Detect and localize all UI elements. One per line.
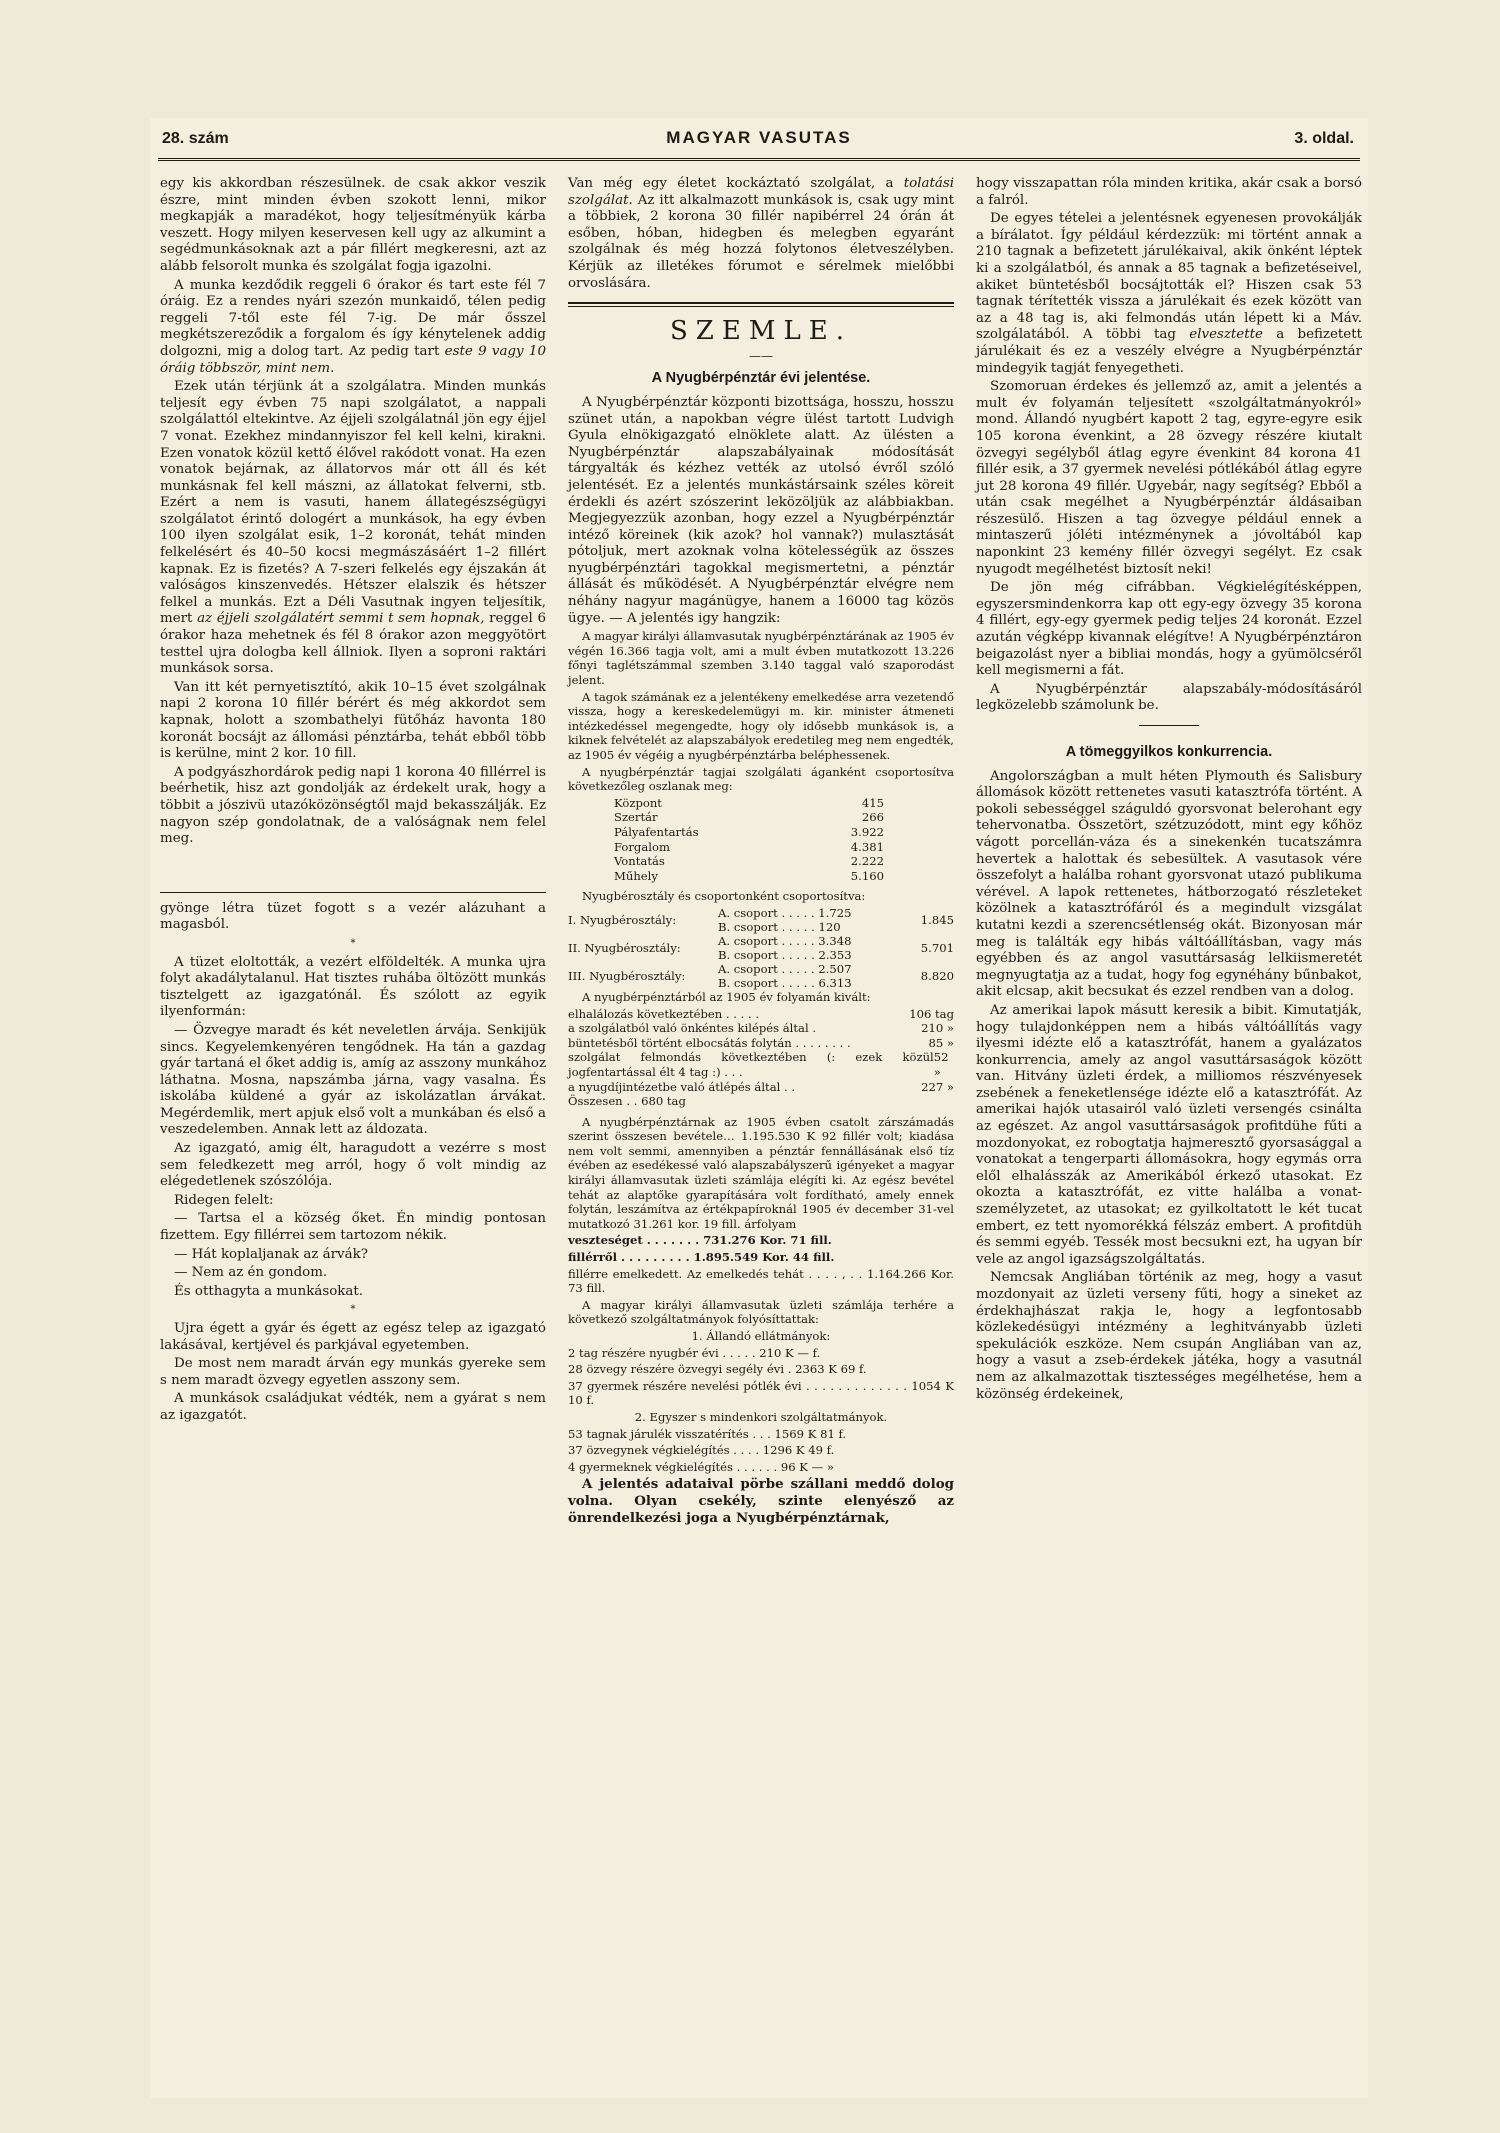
entry: 4 gyermeknek végkielégítés . . . . . . 96 K — »: [568, 1459, 835, 1474]
paragraph: hogy visszapattan róla minden kritika, akár csak a borsó a falról.: [976, 176, 1362, 208]
column-3: [976, 176, 1362, 1405]
table-row: Forgalom 4.381: [614, 839, 884, 854]
paragraph: A magyar királyi államvasutak nyugbérpénztárának az 1905 év végén 16.366 tagja volt, ami a mult évben mutatkozott 13.226 főnyi taglétszámmal szemben 3.140 taggal való szaporodást jelent.: [568, 629, 954, 688]
paragraph: — Hát koplaljanak az árvák?: [174, 1246, 368, 1262]
paragraph: — Özvegye maradt és két neveletlen árvája. Senkijük sincs. Kegyelemkenyéren tengődnek. Ha tán a gazdag gyár tartaná el őket addig is, amíg az asszony munkához láthatna. Mosna, napszámba járna, vagy vasalna. És iskolába küldené a gyár az iskolázatlan árvákat. Megérdemlik, mert apjuk első volt a munkában és első a veszedelemben. Annak lett az áldozata.: [160, 1022, 546, 1138]
table-row: szolgálat felmondás következtében (: ezek közül jogfentartással élt 4 tag :) . . . 52 »: [568, 1050, 949, 1079]
table-row: büntetésből történt elbocsátás folytán . . . . . . . . 85 »: [568, 1035, 954, 1050]
issue-number: 28. szám: [162, 130, 229, 147]
section-dagger: *: [350, 1304, 356, 1316]
column-2: [568, 176, 954, 1528]
newspaper-title: MAGYAR VASUTAS: [666, 128, 852, 147]
table-row: a szolgálatból való önkéntes kilépés által . 210 »: [568, 1021, 954, 1036]
paragraph: Van itt két pernyetisztító, akik 10–15 évet szolgálnak napi 2 korona 10 fillér bérért és még akkordot sem kapnak, holott a szombathelyi fütőház havonta 180 koronát bocsájt az állomási pénztárba, tehát ebből több is kerülne, mint 2 kor. 10 fill.: [160, 679, 546, 762]
table-row: I. Nyugbérosztály: A. csoport . . . . . 1.725 1.845: [568, 905, 954, 927]
section-divider: [1139, 725, 1199, 726]
paragraph: A munka kezdődik reggeli 6 órakor és tart este fél 7 óráig. Ez a rendes nyári szezón munkaidő, télen pedig reggeli 7-től este fél 7-ig. De már ősszel megkétszereződik a forgalom és így kénytelenek addig dolgozni, mig a dolog tart. Az pedig tart este 9 vagy 10 óráig többször, mint nem.: [160, 277, 546, 376]
entry: 2 tag részére nyugbér évi . . . . . 210 K — f.: [568, 1345, 821, 1360]
paragraph: Angolországban a mult héten Plymouth és Salisbury állomások között rettenetes vasuti katasztrófa történt. A pokoli sebességgel száguldó gyorsvonat belerohant egy tehervonatba. Összetört, szétzuzódott, mint egy kőhöz vágott porcellán-váza és a sinekenkén tucatszámra hevertek a halottak és sebesültek. A vasutasok vére összefolyt a halálba rohant gyorsvonat utazó publikuma vérével. A lapok rettenetes, hátborzogató részleteket közölnek a katasztrófáról és a megindult vizsgálat kutatni kezdi a szerencsétlenség okát. Bizonyosan már meg is találták egy hibás váltóállításban, vagy más egyébben és az angol vasuttársaság lelkiismeretét megnyugtatja az a tudat, hogy fog egynéhány bűnbakot, akit elcsap, akit becsukat és ezzel rendben van a dolog.: [976, 768, 1362, 1000]
table-row: Műhely 5.160: [614, 868, 884, 883]
paragraph: A jelentés adataival pörbe szállani meddő dolog volna. Olyan csekély, szinte elenyésző az önrendelkezési joga a Nyugbérpénztárnak,: [568, 1476, 954, 1526]
paragraph: Van még egy életet kockáztató szolgálat, a tolatási szolgálat. Az itt alkalmazott munkások is, csak ugy mint a többiek, 2 korona 30 fillér napibérrel 24 órán át esőben, hóban, hidegben és melegben egyaránt szolgálnak és még hozzá folytonos életveszélyben. Kérjük az illetékes fórumot e sérelmek mielőbbi orvoslására.: [568, 176, 954, 291]
paragraph: És otthagyta a munkásokat.: [174, 1283, 364, 1299]
paragraph: A nyugbérpénztárnak az 1905 évben csatolt zárszámadás szerint összesen bevétele… 1.195.530 K 92 fillér volt; kiadása nem volt semmi, amennyiben a pénztár fennállásának első tíz évében az esedékessé való alapszabályszerű igényeket a magyar királyi államvasutak üzleti számlája elégíti ki. Az egész bevétel tehát az alaptőke gyarapítására volt fordítható, amely ennek folytán, leszámítva az értékpapíroknál 1905 év december 31-vel mutatkozó 31.261 kor. 19 fill. árfolyam: [568, 1114, 954, 1231]
table-row: elhalálozás következtében . . . . . 106 tag: [568, 1006, 954, 1021]
paragraph: Az igazgató, amig élt, haragudott a vezérre s most sem feledkezett meg arról, hogy ő volt mindig az elégedetlenek szószólója.: [160, 1141, 546, 1190]
report-text: [568, 629, 954, 1474]
paragraph: A Nyugbérpénztár központi bizottsága, hosszu, hosszu szünet után, a napokban végre ülést tartott Ludvigh Gyula elnökigazgató elnöklete alatt. Az ülésten a Nyugbérpénztár alapszabályainak módosítását tárgyalták és kézhez vették az utolsó évről szóló jelentését. Ez a jelentés munkástársaink széles köreit érdekli és azért szószerint leközöljük az alábbiakban. Megjegyezzük azonban, hogy ezzel a Nyugbérpénztár intéző köreinek (kik azok? hol vannak?) mulasztását pótoljuk, mert azoknak volna kötelességük az összes nyugbérpénztári tagokkal megismertetni, a pénztár állását és működését. A Nyugbérpénztár elvégre nem néhány nagyur magánügye, hanem a 16000 tag közös ügye. — A jelentés igy hangzik:: [568, 394, 954, 626]
table-row: Pályafentartás 3.922: [614, 824, 884, 839]
paragraph: Az amerikai lapok másutt keresik a bibit. Kimutatják, hogy tulajdonképpen nem a hibás váltóállítás vagy ilyesmi idézte elő a katasztrófát, hanem a gyalázatos konkurrencia, amely az angol vasuttársaságok között van. Hitvány üzleti érdek, a milliomos részvényesek zsebének a feneketlensége idézte elő a katasztrófát. Az amerikai hajók utasairól való üzleti versengés csinálta az egészet. Az angol vasuttársaságok profitdühe fűti a mozdonyokat, ez robogtatja hajmeresztő gyorsasággal a vonatokat a tengerparti állomásokra, hogy egymás orra elől elhalásszák az Amerikából érkező utasokat. Ez okozta a katasztrófát, ez vitte halálba a vonat-személyzetet, az utasokat; ez gyilkoltatott le két tucat embert, ez tett nyomorékká félszáz embert. A profitdüh és semmi egyéb. Tessék most becsukni ezt, ha ugyan bír vele az angol igazságszolgáltatás.: [976, 1002, 1362, 1267]
paragraph: Szomoruan érdekes és jellemző az, amit a jelentés a mult év folyamán teljesített «szolgáltatmányokról» mond. Állandó nyugbért kapott 2 tag, egyre-egyre esik 105 korona évenkint, a 28 özvegy részére kiutalt özvegyi segélyből átlag egyre évenkint 84 korona 41 fillér esik, a 37 gyermek nevelési pótlékából átlag egyre jut 28 korona 49 fillér. Ugyebár, nagy segítség? Ebből a után csak megélhet a Nyugbérpénztár áldásaiban részesülő. Hiszen a tag özvegye például ennek a mintaszerű jóléti intézménynek a jóvoltából kap naponkint 23 kemény fillér özvegyi segélyt. Ez csak nyugodt megélhetést biztosít neki!: [976, 379, 1362, 577]
table-row: B. csoport . . . . . 120: [718, 919, 841, 934]
entry: 28 özvegy részére özvegyi segély évi . 2363 K 69 f.: [568, 1362, 867, 1377]
exit-table: [568, 1007, 954, 1109]
table-row: III. Nyugbérosztály: A. csoport . . . . . 2.507 8.820: [568, 961, 954, 983]
paragraph: fillérről . . . . . . . . . 1.895.549 Kor. 44 fill.: [568, 1250, 835, 1265]
section-divider: [160, 892, 546, 893]
table-row: B. csoport . . . . . 2.353: [718, 947, 852, 962]
table-row: II. Nyugbérosztály: A. csoport . . . . . 3.348 5.701: [568, 933, 954, 955]
article-title: A Nyugbérpénztár évi jelentése.: [651, 370, 871, 387]
paragraph: — Nem az én gondom.: [174, 1265, 328, 1281]
section-divider: [568, 302, 954, 307]
paragraph: De jön még cifrábban. Végkielégítésképpen, egyszersmindenkorra kap ott egy-egy özvegy 35 korona 4 fillért, egy-egy gyermek pedig teljes 24 koronát. Ezzel azután végképp kivannak elégítve! A Nyugbérpénztáron beigazolást nyer a bibliai mondás, hogy a gyümölcséről kell megismerni a fát.: [976, 580, 1362, 679]
paragraph: A Nyugbérpénztár alapszabály-módosításáról legközelebb számolunk be.: [976, 681, 1362, 714]
paragraph: veszteséget . . . . . . . 731.276 Kor. 71 fill.: [568, 1233, 832, 1248]
group-table: [568, 796, 954, 884]
entry: 37 özvegynek végkielégítés . . . . 1296 K 49 f.: [568, 1443, 835, 1458]
entry: 37 gyermek részére nevelési pótlék évi . . . . . . . . . . . . . 1054 K 10 f.: [568, 1378, 954, 1408]
heading-dash: ——: [749, 348, 773, 363]
entry: 53 tagnak járulék visszatérítés . . . 1569 K 81 f.: [568, 1426, 847, 1441]
paragraph: De egyes tételei a jelentésnek egyenesen provokálják a bírálatot. Így például kérdezzük: mi történt annak a 210 tagnak a befizetett járulékaival, akik önként léptek ki a szolgálatból, és annak a 85 tagnak a befizetéseivel, akiket büntetésből bocsájtották el? Hiszen csak 53 tagnak térítették vissza a járulékait és ezek között van az a 48 tag is, aki felmondás után lépett ki a Máv. szolgálatából. A többi tag elvesztette a befizetett járulékait és ez a veszély elvégre a Nyugbérpénztár mindegyik tagját fenyegetheti.: [976, 211, 1362, 376]
paragraph: Nemcsak Angliában történik az meg, hogy a vasut mozdonyait az üzleti verseny fűti, hogy a sineket az érdekhajhászat rakja le, hogy a legfontosabb közlekedésügyi intézmény a leghitványabb üzleti spekulációk eszköze. Nem csupán Angliában van az, hogy a vasut a zseb-érdekek játéka, hogy a vasutnál nem az alkalmazottak tisztességes megélhetése, hem a közönség érdekeinek,: [976, 1270, 1362, 1402]
table-row: a nyugdíjintézetbe való átlépés által . . 227 »: [568, 1079, 954, 1094]
section-dagger: *: [350, 937, 356, 949]
paragraph: A tagok számának ez a jelentékeny emelkedése arra vezetendő vissza, hogy a kereskedelemügyi m. kir. minister átmeneti intézkedéssel megengedte, hogy oly idősebb munkások is, a kiknek felvételét az alapszabályok eredetileg meg nem engedték, az 1905 év végéig a nyugbérpénztárba beléphessenek.: [568, 689, 954, 762]
paragraph: egy kis akkordban részesülnek. de csak akkor veszik észre, mint minden évben szokott lenni, mikor megkapják a maradékot, hogy teljesítményük kárba veszett. Hogy milyen keservesen kell ugy az alkumint a segédmunkásoknak azt a pár fillért megkeresni, azt az alább felsorolt munka és szolgálat fogja igazolni.: [160, 176, 546, 274]
subheading: 1. Állandó ellátmányok:: [691, 1329, 831, 1343]
section-heading-szemle: SZEMLE.: [670, 316, 852, 347]
paragraph: Ujra égett a gyár és égett az egész telep az igazgató lakásával, kertjével és parkjával egyetemben.: [160, 1321, 546, 1353]
column-1: [160, 176, 546, 1427]
paragraph: A tüzet eloltották, a vezért elföldelték. A munka ujra folyt akadálytalanul. Hat tisztes ruhába öltözött munkás tisztelgett az igazgatónál. És szólott az egyik ilyenformán:: [160, 954, 546, 1020]
header-rule: [158, 158, 1360, 161]
newspaper-page: [150, 118, 1368, 2098]
paragraph: Ezek után térjünk át a szolgálatra. Minden munkás teljesít egy évben 75 napi szolgálatot, a nappali szolgálattól eltekintve. Az éjjeli szolgálatnál jön egy éjjel 7 vonat. Ezekhez mindannyiszor fel kell kelni, kirakni. Ezen vonatok közül kettő élővel rakódott vonat. Ha ezen vonatok bejárnak, az állatorvos már ott áll és két munkásnak fel kell mászni, az állatokat felverni, stb. Ezért a nem is vasuti, hanem állategészségügyi szolgálatot érintő dologért a munkások, ha egy évben 100 ilyen szolgálat esik, 1–2 koronát, tehát minden felkelésért és 40–50 kocsi megmászásáért 1–2 fillért kapnak. Ez is fizetés? A 7-szeri felkelés egy éjszakán át valóságos kinszenvedés. Hétszer elalszik és hétszer felkel a munkás. Ezt a Déli Vasutnak ingyen teljesítik, mert az éjjeli szolgálatért semmi t sem hopnak, reggel 6 órakor haza mehetnek és fél 8 órakor azon meggyötört testtel ujra dologba kell állniok. Ilyen a soproni raktári munkások sorsa.: [160, 379, 547, 677]
paragraph: fillérre emelkedett. Az emelkedés tehát . . . . , . . 1.164.266 Kor. 73 fill.: [568, 1266, 954, 1296]
class-table: [568, 906, 954, 990]
paragraph: A magyar királyi államvasutak üzleti számlája terhére a következő szolgáltatmányok folyósíttattak:: [568, 1297, 954, 1327]
paragraph: A podgyászhordárok pedig napi 1 korona 40 fillérrel is beérhetik, hisz azt gondolják az érdekelt urak, hogy a többit a jószivü utazóközönségtől majd bekasszálják. Ez nagyon szép gondolatnak, de a valóságnak nem felel meg.: [160, 764, 546, 847]
paragraph: De most nem maradt árván egy munkás gyereke sem s nem maradt özvegy egyetlen asszony sem.: [160, 1356, 546, 1388]
page-number: 3. oldal.: [1294, 130, 1354, 147]
table-row: B. csoport . . . . . 6.313: [718, 975, 852, 990]
article-title: A tömeggyilkos konkurrencia.: [1065, 744, 1273, 760]
table-row: Szertár 266: [614, 810, 884, 825]
table-total: Összesen . . 680 tag: [568, 1094, 686, 1109]
table-row: Központ 415: [614, 795, 884, 810]
page-header: [150, 128, 1368, 152]
subheading: 2. Egyszer s mindenkori szolgáltatmányok.: [634, 1409, 888, 1424]
paragraph: A nyugbérpénztárból az 1905 év folyamán kivált:: [582, 989, 871, 1004]
paragraph: Nyugbérosztály és csoportonként csoportosítva:: [582, 889, 866, 904]
paragraph: A munkások családjukat védték, nem a gyárat s nem az igazgatót.: [160, 1391, 546, 1423]
paragraph: gyönge létra tüzet fogott s a vezér alázuhant a magasból.: [160, 900, 546, 933]
paragraph: — Tartsa el a község őket. Én mindig pontosan fizettem. Egy fillérrei sem tartozom nékik.: [160, 1211, 546, 1244]
table-row: Vontatás 2.222: [614, 854, 884, 869]
paragraph: A nyugbérpénztár tagjai szolgálati áganként csoportosítva következőleg oszlanak meg:: [568, 764, 954, 794]
paragraph: Ridegen felelt:: [174, 1192, 274, 1208]
